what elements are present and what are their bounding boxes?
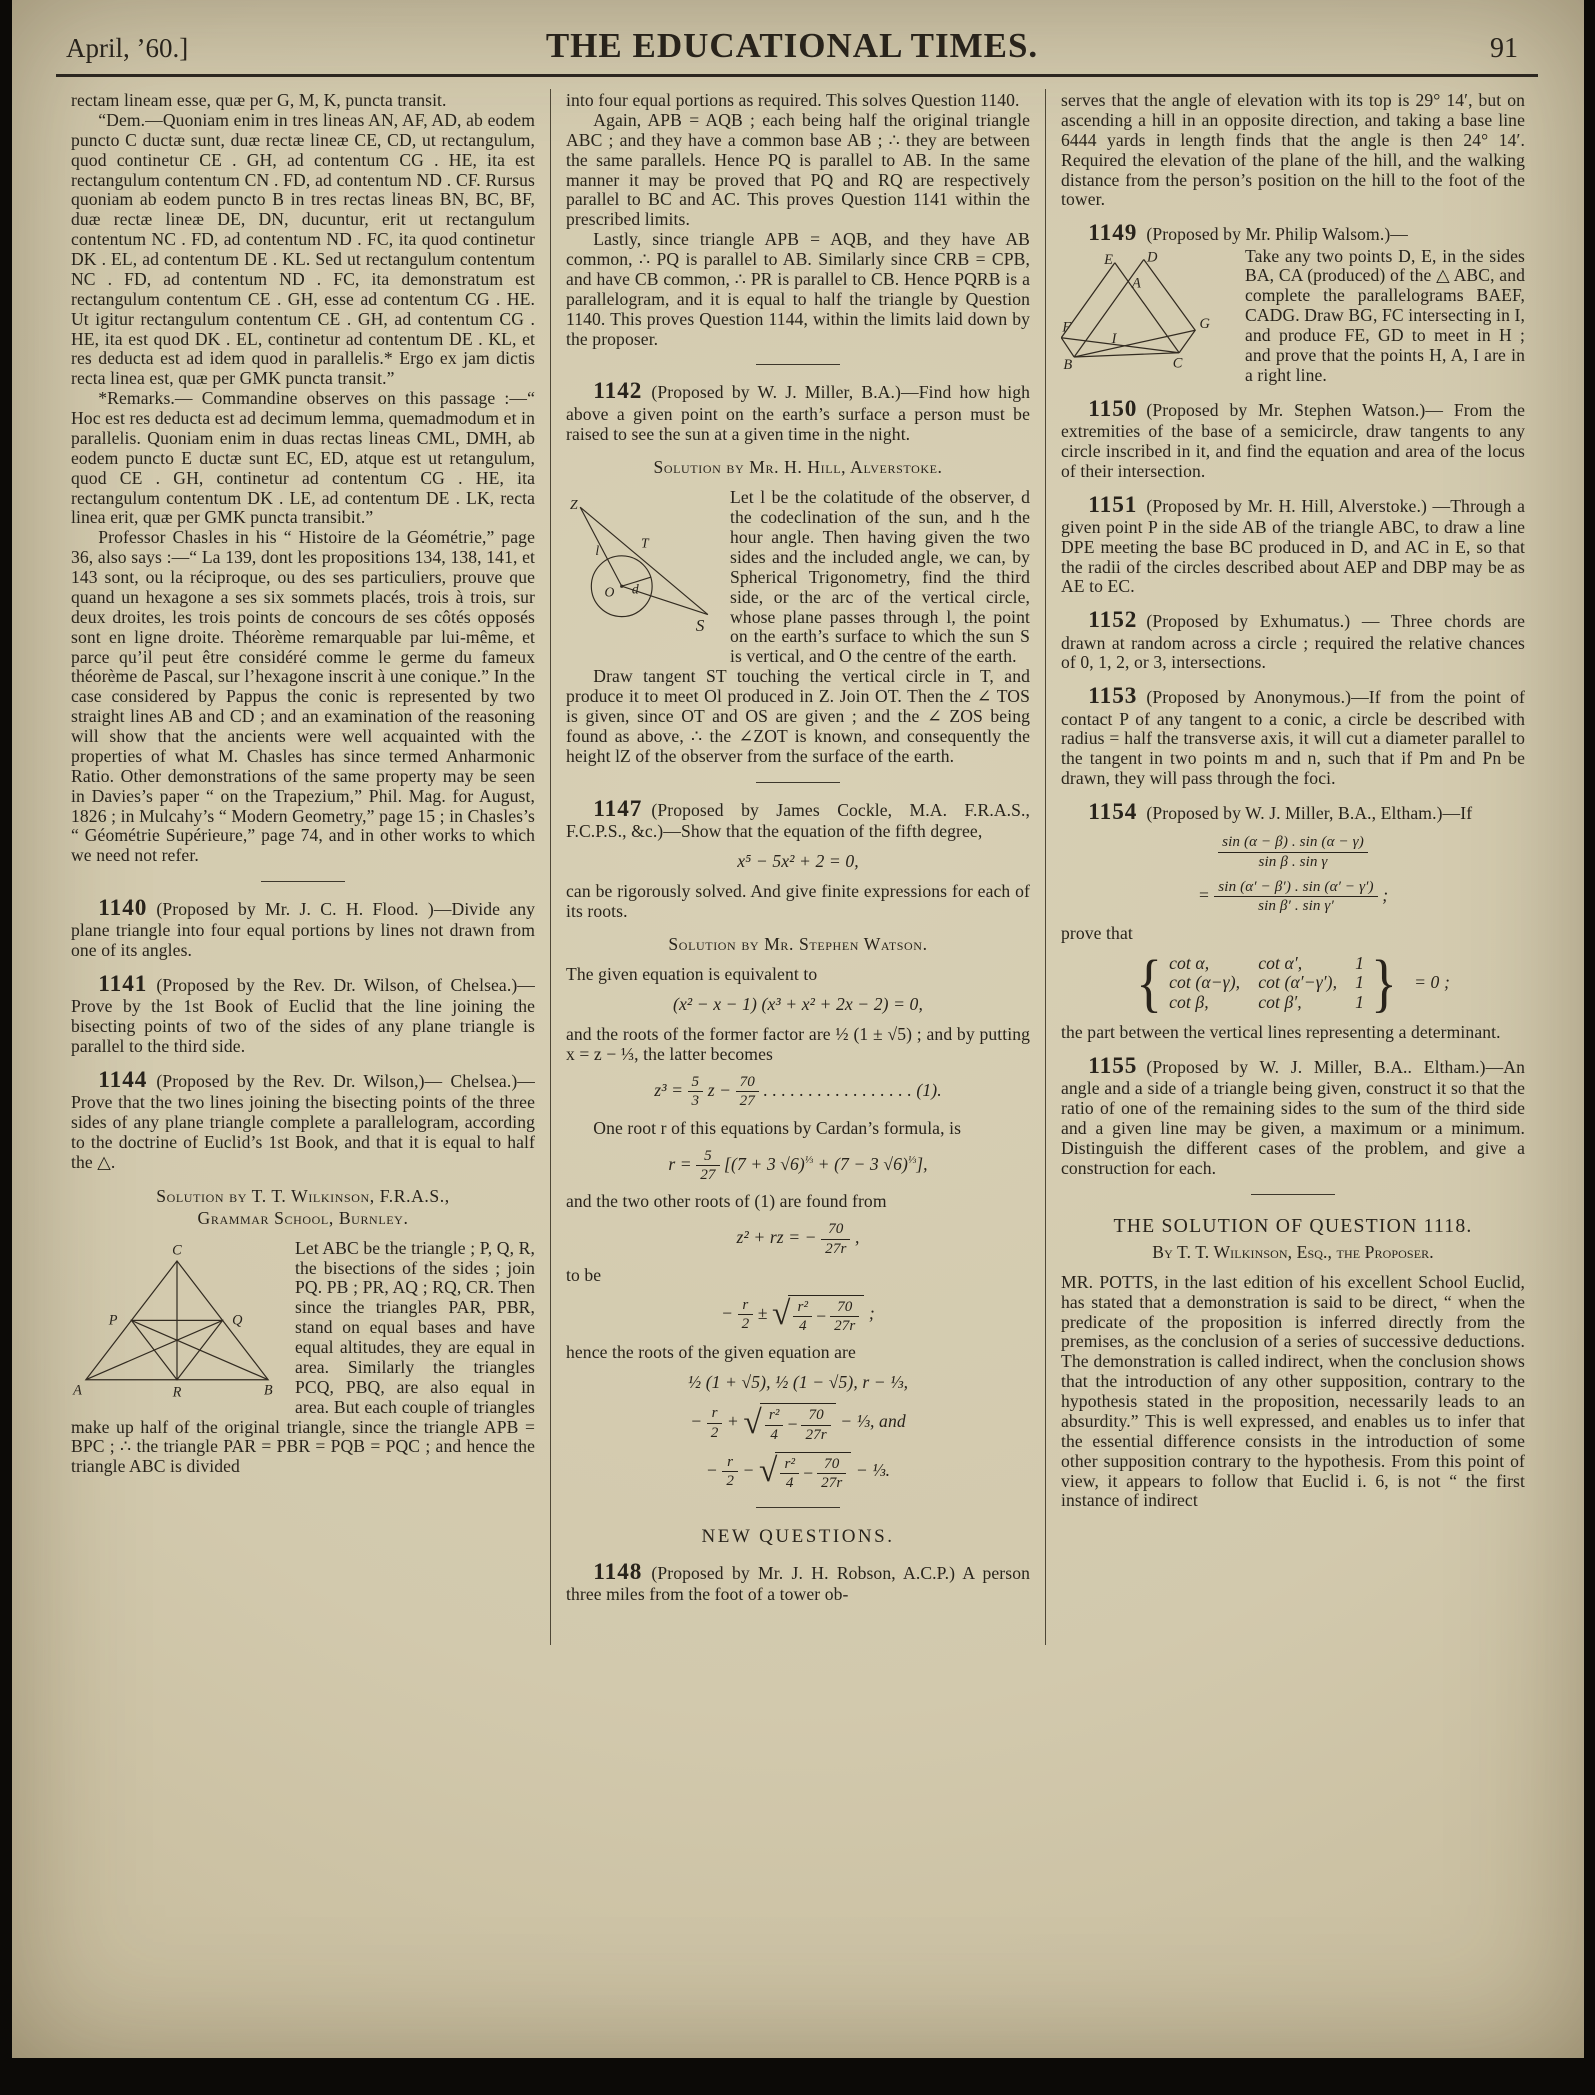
paragraph-continuation: into four equal portions as required. This solves Question 1140. [566, 90, 1020, 110]
question-1154-outro: the part between the vertical lines representing a determinant. [1061, 1022, 1501, 1043]
figure-label: I [1111, 330, 1117, 347]
left-brace: { [1136, 946, 1163, 1019]
question-text: (Proposed by Exhumatus.) — Three chords are drawn at random across a circle ; required the relative chances of 0, 1, 2, or 3, intersections. [1061, 611, 1525, 673]
parallelograms-figure [1061, 252, 1233, 372]
question-1141 [71, 971, 535, 1057]
question-1147-continued: can be rigorously solved. And give finite expressions for each of its roots. [566, 880, 1030, 921]
figure-label: E [1104, 251, 1114, 268]
column-middle [550, 89, 1045, 1645]
figure-label: S [695, 616, 705, 636]
figure-label: P [108, 1312, 118, 1329]
solution-heading-line: Solution by Mr. H. Hill, Alverstoke. [653, 457, 943, 478]
determinant-display [1061, 946, 1525, 1019]
solution-heading-1147 [566, 934, 1030, 956]
paragraph-chasles: Professor Chasles in his “ Histoire de la Géométrie,” page 36, also says :—“ La 139, dont les propositions 134, 138, 141, et 143 sont, ou la réciproque, ou des ses particuliers, prouve que quand un hexagone a ses six sommets placés, trois à trois, sur deux droites, les trois points de concours de ses côtés opposés sont en ligne droite. Théorème remarquable par lui-même, et parce qu’il peut être considéré comme le germe du fameux théorème de Pascal, sur l’hexagone inscrit à une conique.” In the case considered by Pappus the conic is represented by two straight lines AB and CD ; and an examination of the reasoning will show that the ancients were well acquainted with the properties of what M. Chasles has since termed Anharmonic Ratio. Other demonstrations of the same property may be seen in Davies’s paper “ on the Trapezium,” Phil. Mag. for August, 1826 ; in Mulcahy’s “ Modern Geometry,” page 15 ; in Chasles’s “ Géométrie Supérieure,” page 74, and in other works to which we need not refer. [71, 527, 535, 866]
section-rule [261, 881, 345, 882]
figure-label: Q [232, 1312, 243, 1329]
section-rule [1251, 1194, 1335, 1195]
question-1149-body [1061, 247, 1525, 386]
page-number: 91 [1490, 33, 1518, 64]
question-number: 1154 [1088, 799, 1138, 825]
figure-label: R [172, 1384, 182, 1401]
question-1147 [566, 796, 1030, 842]
column-right [1045, 89, 1540, 1645]
section-rule [756, 364, 840, 365]
equation-cardan-root: r = $\frac{5}{27}$ [(7 + 3 √6)$^{\frac{1}{3}}$ + (7 − 3 √6)$^{\frac{1}{3}}$], [668, 1147, 928, 1183]
question-text: (Proposed by Mr. Philip Walsom.)— [1146, 224, 1408, 245]
question-number: 1155 [1088, 1053, 1138, 1079]
equation-root-plus: − $\frac{r}{2}$ + √ $\frac{\text{r²}}{4}$ − $\frac{70}{27r}$ − ⅓, and [690, 1403, 906, 1443]
figure-label: C [172, 1243, 182, 1259]
figure-label: d [631, 581, 639, 597]
paragraph-continuation: serves that the angle of elevation with its top is 29° 14′, but on ascending a hill in an opposite direction, and taking a base line 6444 yards in length finds that the angle is then 24° 14′. Required the elevation of the plane of the hill, and the walking distance from the person’s position on the hill to the foot of the tower. [1061, 90, 1525, 210]
figure-label: A [73, 1382, 82, 1399]
figure-label: O [604, 584, 615, 600]
figure-label: B [1063, 356, 1073, 372]
question-text: (Proposed by Mr. J. C. H. Flood. )—Divide any plane triangle into four equal portions by lines not drawn from one of its angles. [71, 899, 535, 961]
figure-label: A [1132, 274, 1141, 291]
question-number: 1152 [1088, 607, 1138, 634]
solution-heading-line: Solution by Mr. Stephen Watson. [668, 934, 928, 955]
question-1151 [1061, 492, 1525, 598]
question-text: (Proposed by W. J. Miller, B.A.)—Find how high above a given point on the earth’s surface a person must be raised to see the sun at a given time in the night. [566, 382, 1030, 444]
article-title: THE SOLUTION OF QUESTION 1118. [1113, 1214, 1473, 1237]
question-number: 1150 [1088, 395, 1138, 422]
question-text: (Proposed by Mr. H. Hill, Alverstoke.) —Through a given point P in the side AB of the triangle ABC, to draw a line DPE meeting the base BC produced in D, and AC in E, so that the radii of the circles described about AEP and DBP may be as AE to EC. [1061, 495, 1525, 597]
determinant-cell: cot α′, [1258, 952, 1303, 973]
section-rule [756, 782, 840, 783]
question-1152 [1061, 607, 1525, 673]
new-questions-heading: NEW QUESTIONS. [701, 1525, 895, 1547]
issue-date: April, ’60.] [66, 33, 189, 63]
determinant-cell: cot β′, [1258, 992, 1302, 1013]
solution-heading-line: Solution by T. T. Wilkinson, F.R.A.S., [156, 1185, 450, 1206]
figure-label: B [263, 1382, 273, 1399]
question-text: (Proposed by Mr. J. H. Robson, A.C.P.) A person three miles from the foot of a tower ob- [566, 1563, 1030, 1605]
equation-quintic: x⁵ − 5x² + 2 = 0, [737, 850, 859, 871]
question-number: 1147 [593, 795, 643, 822]
solution-text-continued: Draw tangent ST touching the vertical circle in T, and produce it to meet Ol produced in Z. Join OT. Then the ∠ TOS is given, since OT and OS are given ; and the ∠ ZOS being found as above, ∴ the ∠ZOT is known, and consequently the height lZ of the observer from the surface of the earth. [566, 666, 1030, 766]
watson-text: hence the roots of the given equation are [566, 1342, 856, 1363]
equation-factored: (x² − x − 1) (x³ + x² + 2x − 2) = 0, [673, 994, 923, 1015]
determinant-equals: = 0 ; [1414, 972, 1450, 993]
question-text: (Proposed by the Rev. Dr. Wilson, of Chelsea.)—Prove by the 1st Book of Euclid that the line joining the bisecting points of two of the sides of any plane triangle is parallel to the third side. [71, 975, 535, 1057]
watson-text: and the roots of the former factor are ½ (1 ± √5) ; and by putting x = z − ⅓, the latter becomes [566, 1024, 1030, 1065]
sphere-tangent-figure [566, 493, 718, 645]
equation-sine-ratio-left: $\frac{\sin (\alpha - \beta) . \sin (\alpha - \gamma)}{\text{sin β . sin γ}}$ [1061, 834, 1525, 870]
article-paragraph: MR. POTTS, in the last edition of his excellent School Euclid, has stated that a demonstration is said to be direct, “ when the predicate of the proposition is inferred directly from the premises, as the conclusion of a series of successive deductions. The demonstration is called indirect, when the conclusion shows that the introduction of any other supposition, contrary to the hypothesis stated in the proposition, necessarily leads to an absurdity.” This is well expressed, and enables us to infer that the essential difference consists in the introduction of some other supposition contrary to the hypothesis. From this point of view, it appears to follow that Euclid i. 6, is not “ the first instance of indirect [1061, 1271, 1525, 1511]
question-number: 1142 [593, 378, 643, 405]
paragraph-demonstration: “Dem.—Quoniam enim in tres lineas AN, AF, AD, ab eodem puncto C ductæ sunt, duæ rectæ lineæ CE, CD, ut rectangulum, quod continetur CE . GH, ad contentum CG . HE, ita est rectangulum contentum CN . FD, ad contentum ND . CF. Rursus quoniam ab eodem puncto B in tres rectas lineas BN, BC, BF, duæ rectæ lineæ DE, DN, ducuntur, erit ut rectangulum contentum NC . FD, ad contentum ND . FC, ita quod continetur DK . EL, ad contentum DE . KL. Sed ut rectangulum contentum NC . FD, ad contentum ND . FC, ita demonstratum est rectangulum contentum CE . GH, esse ad contentum CG . HE. Ut igitur rectangulum contentum CE . GH, ad contentum CG . HE, ita est quod DK . EL, continetur ad contentum DE . KL, et res deducta est ad idem quod in parallelis.* Ergo ex jam dictis recta linea est, quæ per GMK puncta transit.” [71, 109, 535, 389]
question-1150 [1061, 396, 1525, 482]
question-number: 1141 [98, 971, 148, 998]
question-text: (Proposed by Anonymous.)—If from the point of contact P of any tangent to a conic, a circle be described with radius = half the transverse axis, it will cut a diameter parallel to the tangent in two points m and n, such that if Pm and Pn be drawn, they will pass through the foci. [1061, 687, 1525, 789]
question-1140 [71, 895, 535, 961]
question-1144 [71, 1067, 535, 1173]
figure-label: F [1062, 318, 1072, 335]
paragraph-remarks: *Remarks.— Commandine observes on this passage :—“ Hoc est res deducta est ad decimum lemma, quemadmodum et in parallelis. Quoniam enim in duas rectas lineas CML, DMH, ab eodem puncto E ductæ sunt EC, ED, atque est ut retangulum, quod CE . GH, continetur ad contentum CG . HE, ita rectangulum contentum DK . LE, ad contentum DE . LK, recta linea erit, quæ per GMK puncta transibit.” [71, 388, 535, 528]
section-rule [756, 1507, 840, 1508]
page-header [12, 0, 1584, 70]
right-brace: } [1371, 946, 1398, 1019]
figure-label: D [1147, 251, 1158, 266]
equation-sine-ratio-right: = $\frac{\sin (\alpha' - \beta') . \sin (\alpha' - \gamma')}{\text{sin β′ . sin γ′}}$ ; [1197, 878, 1389, 915]
paper [12, 0, 1584, 2058]
equation-1: z³ = $\frac{5}{3}$ z − $\frac{70}{27}$ . . . . . . . . . . . . . . . . . (1). [654, 1074, 942, 1110]
column-left [56, 89, 550, 1645]
question-1142 [566, 378, 1030, 444]
question-1148 [566, 1559, 1030, 1605]
prove-that-text: prove that [1061, 922, 1133, 943]
determinant-grid [1169, 954, 1364, 1014]
triangle-medians-figure [71, 1244, 283, 1401]
solution-heading-1142 [566, 457, 1030, 479]
question-number: 1153 [1088, 683, 1138, 710]
paragraph-continuation: rectam lineam esse, quæ per G, M, K, puncta transit. [71, 90, 447, 110]
masthead-title: THE EDUCATIONAL TIMES. [545, 26, 1039, 65]
figure-label: l [595, 543, 600, 559]
question-1155 [1061, 1053, 1525, 1179]
question-number: 1151 [1088, 491, 1138, 518]
figure-label: C [1172, 355, 1183, 372]
figure-label: Z [570, 497, 578, 513]
determinant-cell: 1 [1355, 992, 1365, 1013]
question-1153 [1061, 683, 1525, 789]
question-number: 1140 [98, 895, 148, 922]
question-text: (Proposed by James Cockle, M.A. F.R.A.S., F.C.P.S., &c.)—Show that the equation of the fifth degree, [566, 799, 1030, 841]
determinant-cell: cot β, [1169, 992, 1209, 1013]
article-byline: By T. T. Wilkinson, Esq., the Proposer. [1152, 1241, 1434, 1262]
question-number: 1144 [98, 1067, 148, 1093]
solution-heading-line: Grammar School, Burnley. [197, 1207, 409, 1228]
equation-quadratic: z² + rz = − $\frac{70}{27r}$ , [736, 1221, 860, 1257]
question-text: (Proposed by the Rev. Dr. Wilson,)— Chelsea.)—Prove that the two lines joining the bisecting points of the three sides of any plane triangle complete a parallelogram, according to the doctrine of Euclid’s 1st Book, and that it is equal to half the △. [71, 1071, 535, 1172]
equation-roots-form: − $\frac{r}{2}$ ± √ $\frac{\text{r²}}{4}$ − $\frac{70}{27r}$ ; [721, 1295, 875, 1335]
paragraph-again: Again, APB = AQB ; each being half the original triangle ABC ; and they have a common base AB ; ∴ they are between the same parallels. Hence PQ is parallel to AB. In the same manner it may be proved that PQ and RQ are respectively parallel to BC and AC. This proves Question 1141 within the prescribed limits. [566, 109, 1030, 230]
paragraph-lastly: Lastly, since triangle APB = AQB, and they have AB common, ∴ PQ is parallel to AB. Similarly since CRB = CPB, and have CB common, ∴ PR is parallel to CB. Hence PQRB is a parallelogram, and it is equal to half the triangle by Question 1140. This proves Question 1144, within the limits laid down by the proposer. [566, 229, 1030, 349]
columns [12, 77, 1584, 1645]
question-1154 [1061, 799, 1525, 825]
question-1149 [1061, 220, 1525, 246]
determinant-cell: cot (α′−γ′), [1258, 972, 1338, 993]
watson-text: One root r of this equations by Cardan’s formula, is [593, 1117, 962, 1138]
solution-1142-body [566, 488, 1030, 667]
watson-text: to be [566, 1264, 602, 1285]
watson-text: The given equation is equivalent to [566, 964, 818, 985]
figure-point-O [620, 585, 623, 588]
solution-text: Let ABC be the triangle ; P, Q, R, the bisections of the sides ; join PQ. PB ; PR, AQ ; RQ, CR. Then since the triangles PAR, PBR, stand on equal bases and have equal altitudes, they are equal in area. Similarly the triangles PCQ, PBQ, are also equal in area. But each couple of triangles make up half of the original triangle, since the triangle APB = BPC ; ∴ the triangle PAR = PBR = PQB = PQC ; and hence the triangle ABC is divided [71, 1237, 535, 1477]
question-text: (Proposed by Mr. Stephen Watson.)— From the extremities of the base of a semicircle, draw tangents to any circle inscribed in it, and find the equation and area of the locus of their intersection. [1061, 399, 1525, 481]
figure-label: T [640, 536, 649, 552]
question-text: Take any two points D, E, in the sides BA, CA (produced) of the △ ABC, and complete the parallelograms BAEF, CADG. Draw BG, FC intersecting in I, and produce FE, GD to meet in H ; and prove that the points H, A, I are in a right line. [1245, 245, 1525, 385]
solution-text: Let l be the colatitude of the observer, d the codeclination of the sun, and h the hour angle. Then having given the two sides and the included angle, we can, by Spherical Trigonometry, find the third side, or the arc of the vertical circle, whose plane passes through l, the point on the earth’s surface to which the sun S is vertical, and O the centre of the earth. [730, 487, 1030, 667]
equation-roots-list: ½ (1 + √5), ½ (1 − √5), r − ⅓, [687, 1372, 909, 1393]
determinant-cell: cot α, [1169, 952, 1210, 973]
solution-heading-1144 [71, 1186, 535, 1230]
determinant-cell: 1 [1355, 972, 1365, 993]
question-number: 1148 [593, 1559, 643, 1586]
determinant-cell: 1 [1355, 952, 1365, 973]
determinant-cell: cot (α−γ), [1169, 972, 1241, 993]
watson-text: and the two other roots of (1) are found from [566, 1191, 887, 1212]
solution-1144-body [71, 1239, 535, 1478]
equation-root-minus: − $\frac{r}{2}$ − √ $\frac{\text{r²}}{4}$ − $\frac{70}{27r}$ − ⅓. [705, 1452, 891, 1492]
question-text: (Proposed by W. J. Miller, B.A.. Eltham.)—An angle and a side of a triangle being given, construct it so that the ratio of one of the remaining sides to the sum of the third side and a given line may be given, a maximum or a minimum. Distinguish the different cases of the problem, and give a construction for each. [1061, 1057, 1525, 1178]
question-number: 1149 [1088, 220, 1138, 247]
figure-label: G [1199, 315, 1211, 332]
question-text: (Proposed by W. J. Miller, B.A., Eltham.)—If [1146, 803, 1473, 823]
